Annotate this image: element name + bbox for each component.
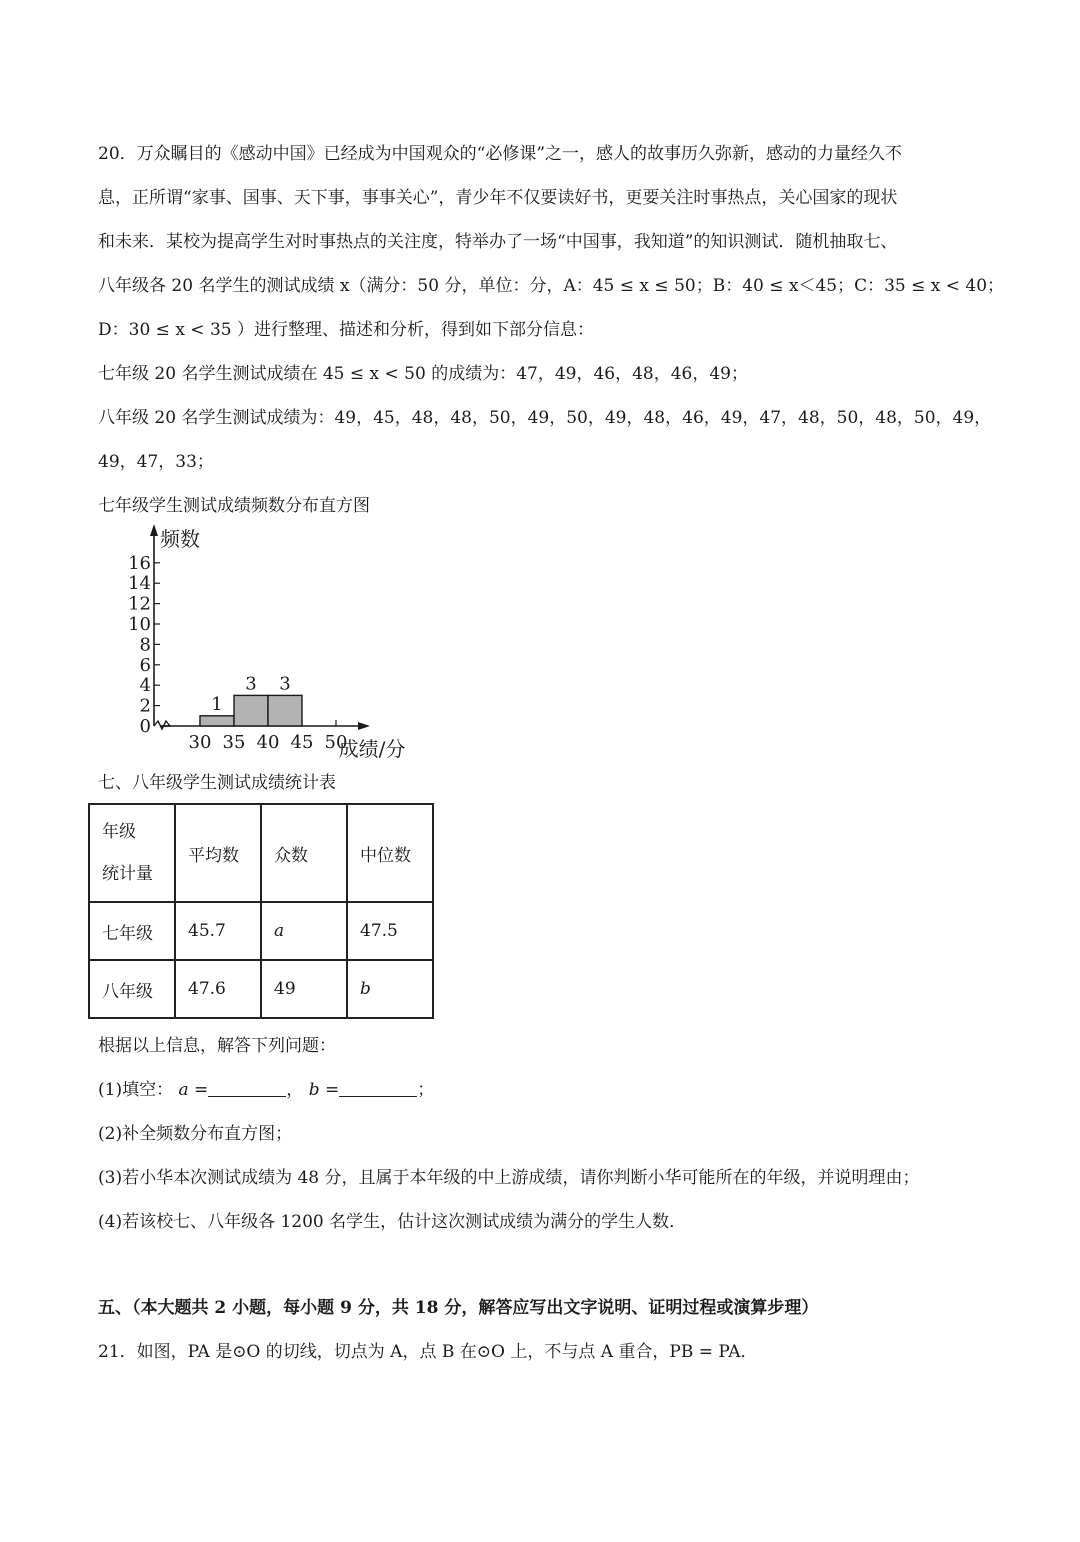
table-row — [89, 902, 433, 960]
histogram-bar — [268, 695, 302, 726]
q20-line-1: 20．万众瞩目的《感动中国》已经成为中国观众的“必修课”之一，感人的故事历久弥新，感动的力量经久不 — [98, 144, 903, 164]
y-tick-label: 2 — [139, 695, 151, 717]
x-axis-break-icon — [154, 721, 170, 729]
y-axis-arrow-icon — [150, 524, 158, 536]
cell-median: b — [347, 960, 433, 1018]
y-tick-label: 4 — [139, 675, 151, 697]
questions-intro: 根据以上信息，解答下列问题： — [98, 1036, 336, 1056]
cell-median: 47.5 — [347, 902, 433, 960]
q1-prefix: (1)填空： — [98, 1080, 174, 1100]
q20-line-3: 和未来．某校为提高学生对时事热点的关注度，特举办了一场“中国事，我知道”的知识测试．随机抽取七、 — [98, 232, 898, 252]
stats-table — [88, 803, 434, 1019]
q20-line-7: 八年级 20 名学生测试成绩为：49，45，48，48，50，49，50，49，48，46，49，47，48，50，48，50，49， — [98, 408, 992, 428]
x-tick-label: 35 — [222, 732, 246, 753]
col-header-mode: 众数 — [261, 804, 347, 902]
q1-a-blank[interactable] — [208, 1078, 286, 1097]
y-axis-label: 频数 — [160, 527, 200, 551]
q1-separator: ， — [286, 1080, 304, 1100]
histogram-svg — [100, 520, 440, 765]
question-3: (3)若小华本次测试成绩为 48 分，且属于本年级的中上游成绩，请你判断小华可能所在的年级，并说明理由； — [98, 1168, 920, 1188]
question-21: 21．如图，PA 是⊙O 的切线，切点为 A，点 B 在⊙O 上，不与点 A 重合，PB = PA． — [98, 1342, 758, 1362]
table-corner-cell — [89, 804, 175, 902]
row-grade-8: 八年级 — [89, 960, 175, 1018]
x-tick-label: 30 — [188, 732, 212, 753]
q1-b-blank[interactable] — [339, 1078, 417, 1097]
y-tick-label: 0 — [139, 716, 151, 737]
cell-mean: 45.7 — [175, 902, 261, 960]
q20-line-6: 七年级 20 名学生测试成绩在 45 ≤ x < 50 的成绩为：47，49，46，48，46，49； — [98, 364, 748, 384]
q20-line-2: 息，正所谓“家事、国事、天下事，事事关心”，青少年不仅要读好书，更要关注时事热点，关心国家的现状 — [98, 188, 898, 208]
col-header-mean: 平均数 — [175, 804, 261, 902]
x-tick-label: 45 — [290, 732, 314, 753]
col-header-median: 中位数 — [347, 804, 433, 902]
chart-caption: 七年级学生测试成绩频数分布直方图 — [98, 496, 370, 516]
x-tick-label: 40 — [256, 732, 280, 753]
q1-end: ； — [417, 1080, 435, 1100]
histogram-bar — [234, 695, 268, 726]
row-grade-7: 七年级 — [89, 902, 175, 960]
histogram-chart — [100, 520, 440, 765]
table-header-row — [89, 804, 433, 902]
q20-line-4: 八年级各 20 名学生的测试成绩 x（满分：50 分，单位：分，A：45 ≤ x ≤ 50；B：40 ≤ x＜45；C：35 ≤ x < 40； — [98, 276, 1005, 296]
q1-b-label: b = — [308, 1080, 340, 1100]
bar-value-label: 3 — [245, 673, 257, 695]
table-row — [89, 960, 433, 1018]
y-tick-label: 16 — [128, 552, 151, 574]
question-4: (4)若该校七、八年级各 1200 名学生，估计这次测试成绩为满分的学生人数． — [98, 1212, 687, 1232]
corner-stat-label: 统计量 — [102, 864, 153, 884]
cell-mode: 49 — [261, 960, 347, 1018]
y-tick-label: 10 — [128, 614, 151, 635]
x-tick-label: 50 — [324, 732, 348, 753]
question-1 — [98, 1078, 434, 1102]
y-tick-label: 8 — [139, 634, 151, 656]
corner-grade-label: 年级 — [102, 822, 136, 842]
q20-line-8: 49，47，33； — [98, 452, 214, 472]
section-5-heading: 五、（本大题共 2 小题，每小题 9 分，共 18 分，解答应写出文字说明、证明过程或演算步理） — [98, 1298, 819, 1318]
cell-mode: a — [261, 902, 347, 960]
x-axis-label: 成绩/分 — [338, 737, 406, 761]
question-2: (2)补全频数分布直方图； — [98, 1124, 293, 1144]
q20-line-5: D：30 ≤ x < 35 ）进行整理、描述和分析，得到如下部分信息： — [98, 320, 594, 340]
histogram-bar — [200, 716, 234, 726]
table-caption: 七、八年级学生测试成绩统计表 — [98, 773, 336, 793]
q1-a-label: a = — [178, 1080, 209, 1100]
y-tick-label: 14 — [128, 573, 151, 595]
y-tick-label: 12 — [128, 593, 151, 615]
bar-value-label: 3 — [279, 673, 291, 695]
bar-value-label: 1 — [211, 693, 223, 715]
x-axis-arrow-icon — [358, 722, 370, 730]
y-tick-label: 6 — [139, 654, 151, 676]
cell-mean: 47.6 — [175, 960, 261, 1018]
